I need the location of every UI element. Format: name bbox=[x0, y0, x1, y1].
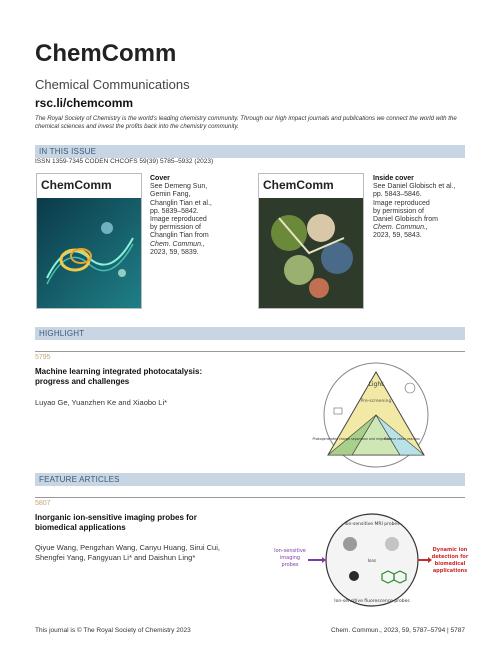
feature-authors bbox=[35, 543, 220, 563]
cover-line: Changlin Tian et al., bbox=[150, 199, 212, 207]
cover-label: Cover bbox=[150, 175, 170, 182]
section-band-in-this-issue: IN THIS ISSUE bbox=[35, 145, 465, 158]
probe-icon bbox=[349, 571, 359, 581]
feature-page-number: 5807 bbox=[35, 500, 51, 507]
cover-line: Changlin Tian from bbox=[150, 232, 209, 240]
inside-cover-line: Image reproduced bbox=[373, 199, 430, 207]
journal-title: ChemComm bbox=[35, 40, 177, 67]
highlight-page-number: 5795 bbox=[35, 354, 51, 361]
inside-cover-line: See Daniel Globisch et al., bbox=[373, 183, 456, 191]
inside-cover-line: by permission of bbox=[373, 207, 424, 215]
section-band-highlight: HIGHLIGHT bbox=[35, 327, 465, 340]
feature-graphic bbox=[262, 510, 472, 610]
left-label-line: imaging bbox=[279, 555, 301, 561]
inside-cover-line: pp. 5843–5846. bbox=[373, 191, 422, 199]
highlight-graphic bbox=[312, 360, 440, 470]
section-band-feature-articles: FEATURE ARTICLES bbox=[35, 473, 465, 486]
fluorescence-arc-label: Ion-sensitive fluorescence probes bbox=[334, 599, 410, 604]
title-line: progress and challenges bbox=[35, 377, 130, 386]
cover-line: by permission of bbox=[150, 224, 201, 232]
highlight-article-title[interactable] bbox=[35, 367, 202, 387]
inside-cover-label: Inside cover bbox=[373, 175, 414, 182]
highlight-authors: Luyao Ge, Yuanzhen Ke and Xiaobo Li* bbox=[35, 398, 168, 407]
cover-line: 2023, 59, 5839. bbox=[150, 248, 199, 256]
cover-line: Chem. Commun., bbox=[150, 240, 205, 248]
graphic-label-prescreening: Pre-screening bbox=[360, 399, 392, 404]
inside-cover-artwork bbox=[259, 198, 363, 308]
cover-thumb-title: ChemComm bbox=[41, 178, 112, 192]
issn-line: ISSN 1359-7345 CODEN CHCOFS 59(39) 5785–5932 (2023) bbox=[35, 158, 214, 165]
cover-thumbnail bbox=[36, 173, 142, 309]
cover-line: Gemin Fang, bbox=[150, 191, 191, 199]
section-divider bbox=[35, 497, 465, 498]
journal-url[interactable]: rsc.li/chemcomm bbox=[35, 96, 134, 110]
title-line: biomedical applications bbox=[35, 523, 126, 532]
inside-cover-line: Chem. Commun., bbox=[373, 224, 428, 232]
cover-artwork bbox=[37, 198, 141, 308]
title-line: Inorganic ion-sensitive imaging probes for bbox=[35, 513, 197, 522]
feature-article-title[interactable] bbox=[35, 513, 197, 533]
inside-cover-line: 2023, 59, 5843. bbox=[373, 232, 422, 240]
nanoparticle-icon bbox=[385, 537, 399, 551]
inside-cover-line: Daniel Globisch from bbox=[373, 216, 438, 224]
inside-cover-thumbnail bbox=[258, 173, 364, 309]
right-label-line: biomedical bbox=[434, 561, 466, 567]
right-label-line: detection for bbox=[431, 554, 469, 560]
inside-cover-caption bbox=[373, 175, 456, 241]
right-label-line: Dynamic ion bbox=[432, 547, 468, 553]
cover-line: Image reproduced bbox=[150, 216, 207, 224]
author-line: Qiyue Wang, Pengzhan Wang, Canyu Huang, Sirui Cui, bbox=[35, 543, 220, 552]
cover-caption bbox=[150, 175, 212, 257]
graphic-label-right: Surface redox reaction bbox=[383, 437, 421, 441]
mission-statement: The Royal Society of Chemistry is the world's leading chemistry community. Through our high impact journals and publications we connect the world with the chemical sciences and invest the profits back into the chemistry community. bbox=[35, 115, 457, 130]
section-divider bbox=[35, 351, 465, 352]
left-label-line: Ion-sensitive bbox=[274, 548, 306, 554]
graphic-label-left: Photogenerated charge separation and migration bbox=[312, 437, 392, 441]
author-line: Shengfei Yang, Fangyuan Li* and Daishun Ling* bbox=[35, 553, 196, 562]
cover-line: See Demeng Sun, bbox=[150, 183, 208, 191]
left-label-line: probes bbox=[281, 562, 299, 568]
graphic-label-light: Light bbox=[368, 381, 384, 388]
nanoparticle-icon bbox=[343, 537, 357, 551]
right-label-line: applications bbox=[432, 568, 468, 574]
cover-line: pp. 5839–5842. bbox=[150, 207, 199, 215]
journal-subtitle: Chemical Communications bbox=[35, 77, 190, 92]
ions-label: Ions bbox=[367, 558, 377, 563]
title-line: Machine learning integrated photocatalysis: bbox=[35, 367, 203, 376]
mri-arc-label: Ion-sensitive MRI probes bbox=[344, 522, 400, 527]
inside-cover-thumb-title: ChemComm bbox=[263, 178, 334, 192]
footer-copyright: This journal is © The Royal Society of Chemistry 2023 bbox=[35, 627, 191, 634]
footer-citation: Chem. Commun., 2023, 59, 5787–5794 | 5787 bbox=[331, 627, 465, 634]
